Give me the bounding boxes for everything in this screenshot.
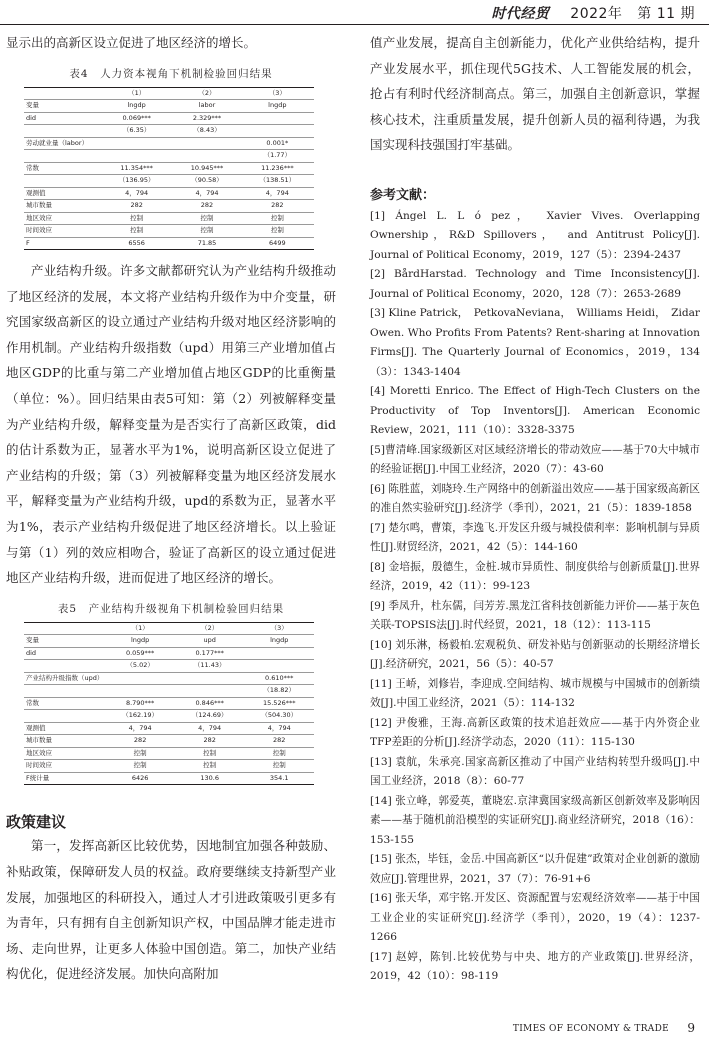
table-row bbox=[24, 125, 314, 138]
table-cell: 4，794 bbox=[100, 187, 173, 200]
table-cell: 282 bbox=[241, 200, 314, 213]
table-cell: lngdp bbox=[244, 635, 314, 648]
table-cell: lngdp bbox=[100, 100, 173, 113]
table-cell: 控制 bbox=[100, 212, 173, 225]
table-cell bbox=[105, 685, 175, 698]
page-header bbox=[0, 0, 709, 26]
paragraph-policy: 第一，发挥高新区比较优势，因地制宜加强各种鼓励、补贴政策，保障研发人员的权益。政府要继续支持新型产业发展，加强地区的科研投入，通过人才引进政策吸引更多有为青年，只有拥有自主创新知识产权，中国品牌才能走进市场、走向世界，让更多人体验中国创造。第二，加快产业结构优化，促进经济发展。加快向高附加 bbox=[6, 838, 336, 982]
table-cell: 地区效应 bbox=[24, 747, 105, 760]
table-cell: did bbox=[24, 647, 105, 660]
table-cell: 0.177*** bbox=[175, 647, 245, 660]
reference-item: [14] 张立峰，郭爱英，董晓宏.京津冀国家级高新区创新效率及影响因素——基于随机前沿模型的实证研究[J].商业经济研究，2018（16）：153-155 bbox=[370, 794, 700, 846]
reference-item: [13] 袁航，朱承亮.国家高新区推动了中国产业结构转型升级吗[J].中国工业经济，2018（8）：60-77 bbox=[370, 755, 700, 788]
table-cell bbox=[24, 150, 100, 163]
header-year: 2022年 bbox=[570, 6, 623, 22]
table-row bbox=[24, 735, 314, 748]
table-cell: 劳动就业量（labor） bbox=[24, 137, 100, 150]
table5 bbox=[24, 622, 314, 786]
table-cell: 4，794 bbox=[105, 722, 175, 735]
table-cell: （6.35） bbox=[100, 125, 173, 138]
table-cell: 常数 bbox=[24, 697, 105, 710]
table-cell: 时间效应 bbox=[24, 760, 105, 773]
table-cell: 130.6 bbox=[175, 772, 245, 785]
table-cell bbox=[100, 150, 173, 163]
table-row bbox=[24, 697, 314, 710]
table-cell: 11.236*** bbox=[241, 162, 314, 175]
table-cell: 15.526*** bbox=[244, 697, 314, 710]
footer-journal: TIMES OF ECONOMY & TRADE bbox=[512, 1024, 669, 1034]
table-cell bbox=[175, 672, 245, 685]
table-cell: 城市数量 bbox=[24, 200, 100, 213]
reference-item: [12] 尹俊雅，王海.高新区政策的技术追赶效应——基于内外资企业TFP差距的分析[J].经济学动态，2020（11）：115-130 bbox=[370, 716, 700, 749]
table-cell bbox=[24, 175, 100, 188]
table-cell: 控制 bbox=[173, 212, 240, 225]
table-row bbox=[24, 622, 314, 635]
table-cell: 观测值 bbox=[24, 722, 105, 735]
table-row bbox=[24, 225, 314, 238]
table-cell: 6426 bbox=[105, 772, 175, 785]
table-cell: 11.354*** bbox=[100, 162, 173, 175]
table-cell: （2） bbox=[173, 87, 240, 100]
table-cell: （8.43） bbox=[173, 125, 240, 138]
table-cell: 观测值 bbox=[24, 187, 100, 200]
table-cell: （3） bbox=[244, 622, 314, 635]
table-cell bbox=[100, 137, 173, 150]
table-row bbox=[24, 112, 314, 125]
reference-item: [2] BårdHarstad. Technology and Time Inconsistency[J]. Journal of Political Economy，2020，128（7）：2653-2689 bbox=[370, 268, 700, 300]
table-cell bbox=[244, 647, 314, 660]
table-cell: （1） bbox=[100, 87, 173, 100]
table-cell: 282 bbox=[173, 200, 240, 213]
table-cell: 控制 bbox=[241, 212, 314, 225]
reference-item: [15] 张杰，毕钰，金岳.中国高新区“以升促建”政策对企业创新的激励效应[J].管理世界，2021，37（7）：76-91+6 bbox=[370, 853, 700, 885]
policy-heading: 政策建议 bbox=[6, 813, 67, 832]
table-cell: labor bbox=[173, 100, 240, 113]
table-cell: （5.02） bbox=[105, 660, 175, 673]
table-row bbox=[24, 660, 314, 673]
table-cell: 控制 bbox=[173, 225, 240, 238]
table-row bbox=[24, 710, 314, 723]
paragraph-intro: 显示出的高新区设立促进了地区经济的增长。 bbox=[6, 35, 257, 50]
table-cell: 0.059*** bbox=[105, 647, 175, 660]
reference-item: [1] Ángel L. L ó pez， Xavier Vives. Overlapping Ownership，R&D Spillovers， and Antitrust Policy[J]. Journal of Political Economy，2019，127（5）：2394-2437 bbox=[370, 209, 700, 261]
table-row bbox=[24, 137, 314, 150]
table-cell: 控制 bbox=[105, 747, 175, 760]
table-cell bbox=[175, 685, 245, 698]
table-row bbox=[24, 87, 314, 100]
reference-item: [17] 赵婷，陈钊.比较优势与中央、地方的产业政策[J].世界经济，2019，42（10）：98-119 bbox=[370, 950, 700, 983]
table-row bbox=[24, 175, 314, 188]
table5-caption: 表5 产业结构升级视角下机制检验回归结果 bbox=[57, 602, 285, 615]
table-cell: 6499 bbox=[241, 237, 314, 250]
table-cell: 产业结构升级指数（upd） bbox=[24, 672, 105, 685]
table-cell bbox=[241, 125, 314, 138]
table-cell: （138.51） bbox=[241, 175, 314, 188]
table-cell: 0.610*** bbox=[244, 672, 314, 685]
page-number: 9 bbox=[687, 1021, 695, 1035]
table-row bbox=[24, 760, 314, 773]
table-cell: 控制 bbox=[241, 225, 314, 238]
table-cell bbox=[24, 660, 105, 673]
table-cell: （18.82） bbox=[244, 685, 314, 698]
table-cell: （504.30） bbox=[244, 710, 314, 723]
table-cell: （11.43） bbox=[175, 660, 245, 673]
page-footer bbox=[0, 1018, 709, 1043]
table-cell: 0.069*** bbox=[100, 112, 173, 125]
table-cell: 282 bbox=[175, 735, 245, 748]
table-cell: 4，794 bbox=[173, 187, 240, 200]
table-cell: 282 bbox=[244, 735, 314, 748]
table-cell: 4，794 bbox=[175, 722, 245, 735]
table-cell: 0.846*** bbox=[175, 697, 245, 710]
table-cell: 变量 bbox=[24, 635, 105, 648]
table-row bbox=[24, 150, 314, 163]
table-cell: lngdp bbox=[241, 100, 314, 113]
reference-item: [5]曹清峰.国家级新区对区域经济增长的带动效应——基于70大中城市的经验证据[J].中国工业经济，2020（7）：43-60 bbox=[370, 443, 700, 476]
table-cell: upd bbox=[175, 635, 245, 648]
table-cell: 控制 bbox=[175, 747, 245, 760]
table-cell: F bbox=[24, 237, 100, 250]
table-row bbox=[24, 100, 314, 113]
table-row bbox=[24, 647, 314, 660]
reference-item: [9] 季凤升，杜东儒，闫芳芳.黑龙江省科技创新能力评价——基于灰色关联-TOPSIS法[J].时代经贸，2021，18（12）：113-115 bbox=[370, 599, 700, 632]
table-cell: 282 bbox=[105, 735, 175, 748]
table-cell: 2.329*** bbox=[173, 112, 240, 125]
table-cell: 控制 bbox=[105, 760, 175, 773]
table-cell: F统计量 bbox=[24, 772, 105, 785]
table-cell: 282 bbox=[100, 200, 173, 213]
table-cell: 常数 bbox=[24, 162, 100, 175]
table-cell bbox=[241, 112, 314, 125]
table-row bbox=[24, 237, 314, 250]
table-cell bbox=[24, 622, 105, 635]
table-cell: 时间效应 bbox=[24, 225, 100, 238]
table-cell: （1.77） bbox=[241, 150, 314, 163]
table-cell: 控制 bbox=[100, 225, 173, 238]
table-cell: 0.001* bbox=[241, 137, 314, 150]
table-cell: （136.95） bbox=[100, 175, 173, 188]
reference-item: [4] Moretti Enrico. The Effect of High-Tech Clusters on the Productivity of Top Inventors[J]. American Economic Review，2021，111（10）：3328-3375 bbox=[370, 385, 700, 437]
table-cell: 城市数量 bbox=[24, 735, 105, 748]
reference-item: [11] 王峤，刘修岩，李迎成.空间结构、城市规模与中国城市的创新绩效[J].中国工业经济，2021（5）：114-132 bbox=[370, 677, 700, 710]
left-column bbox=[6, 30, 336, 987]
table-cell: （2） bbox=[175, 622, 245, 635]
table-row bbox=[24, 672, 314, 685]
table-row bbox=[24, 162, 314, 175]
table-cell: （124.69） bbox=[175, 710, 245, 723]
table-row bbox=[24, 200, 314, 213]
table-cell: 控制 bbox=[244, 747, 314, 760]
table-cell: 71.85 bbox=[173, 237, 240, 250]
table-cell bbox=[24, 125, 100, 138]
table-cell bbox=[24, 710, 105, 723]
paragraph-industry-upgrade: 产业结构升级。许多文献都研究认为产业结构升级推动了地区经济的发展，本文将产业结构升级作为中介变量，研究国家级高新区的设立通过产业结构升级对地区经济影响的作用机制。产业结构升级指数（upd）用第三产业增加值占地区GDP的比重与第二产业增加值占地区GDP的比重衡量（单位：%）。回归结果由表5可知：第（2）列被解释变量为产业结构升级，解释变量为是否实行了高新区政策，did的估计系数为正，显著水平为1%，说明高新区设立促进了产业结构的升级；第（3）列被解释变量为地区经济发展水平，解释变量为产业结构升级，upd的系数为正，显著水平为1%，表示产业结构升级促进了地区经济增长。以上验证与第（1）列的效应相吻合，验证了高新区的设立通过促进地区产业结构升级，进而促进了地区经济的增长。 bbox=[6, 263, 336, 586]
table-cell: 地区效应 bbox=[24, 212, 100, 225]
table4-caption: 表4 人力资本视角下机制检验回归结果 bbox=[69, 67, 273, 80]
references-heading: 参考文献： bbox=[370, 187, 436, 203]
reference-item: [3] Kline Patrick， PetkovaNeviana， Williams Heidi， Zidar Owen. Who Profits From Patents? Rent-sharing at Innovation Firms[J]. The Quarterly Journal of Economics，2019，134（3）：1343-1404 bbox=[370, 307, 700, 378]
table-cell bbox=[173, 150, 240, 163]
table-cell: （1） bbox=[105, 622, 175, 635]
table-cell: 控制 bbox=[244, 760, 314, 773]
table-cell: 4，794 bbox=[244, 722, 314, 735]
table-cell: did bbox=[24, 112, 100, 125]
table-cell: 4，794 bbox=[241, 187, 314, 200]
reference-item: [7] 楚尔鸣，曹策，李逸飞.开发区升级与城投债利率：影响机制与异质性[J].财贸经济，2021，42（5）：144-160 bbox=[370, 521, 700, 554]
table-cell bbox=[105, 672, 175, 685]
table-cell bbox=[244, 660, 314, 673]
table-cell: 控制 bbox=[175, 760, 245, 773]
table-cell bbox=[24, 87, 100, 100]
table4 bbox=[24, 87, 314, 251]
table-row bbox=[24, 635, 314, 648]
table-row bbox=[24, 212, 314, 225]
header-rule bbox=[0, 24, 709, 25]
paragraph-policy-cont: 值产业发展，提高自主创新能力，优化产业供给结构，提升产业发展水平，抓住现代5G技术、人工智能发展的机会，抢占有利时代经济制高点。第三，加强自主创新意识，掌握核心技术，注重质量发展，提升创新人员的福利待遇，为我国实现科技强国打牢基础。 bbox=[370, 35, 700, 153]
reference-item: [8] 金培振，殷德生，金桩.城市异质性、制度供给与创新质量[J].世界经济，2019，42（11）：99-123 bbox=[370, 560, 700, 593]
table-row bbox=[24, 187, 314, 200]
journal-logo: 时代经贸 bbox=[491, 6, 550, 22]
references-list bbox=[370, 207, 700, 987]
table-cell: （90.58） bbox=[173, 175, 240, 188]
table-row bbox=[24, 747, 314, 760]
reference-item: [16] 张天华，邓宇铭.开发区、资源配置与宏观经济效率——基于中国工业企业的实证研究[J].经济学（季刊），2020，19（4）：1237-1266 bbox=[370, 892, 700, 944]
table-row bbox=[24, 722, 314, 735]
table-cell: 8.790*** bbox=[105, 697, 175, 710]
table-cell: （3） bbox=[241, 87, 314, 100]
header-issue: 第 11 期 bbox=[637, 6, 695, 22]
reference-item: [10] 刘乐淋，杨毅柏.宏观税负、研发补贴与创新驱动的长期经济增长[J].经济研究，2021，56（5）：40-57 bbox=[370, 638, 700, 671]
table-cell: 变量 bbox=[24, 100, 100, 113]
reference-item: [6] 陈胜蓝，刘晓玲.生产网络中的创新溢出效应——基于国家级高新区的准自然实验研究[J].经济学（季刊），2021，21（5）：1839-1858 bbox=[370, 482, 700, 515]
right-column bbox=[370, 30, 700, 987]
table-cell: 10.945*** bbox=[173, 162, 240, 175]
table-row bbox=[24, 685, 314, 698]
table-cell: 354.1 bbox=[244, 772, 314, 785]
header-info bbox=[491, 3, 695, 23]
table-cell: （162.19） bbox=[105, 710, 175, 723]
table-cell: lngdp bbox=[105, 635, 175, 648]
table-cell: 6556 bbox=[100, 237, 173, 250]
table-row bbox=[24, 772, 314, 785]
table-cell bbox=[173, 137, 240, 150]
table-cell bbox=[24, 685, 105, 698]
